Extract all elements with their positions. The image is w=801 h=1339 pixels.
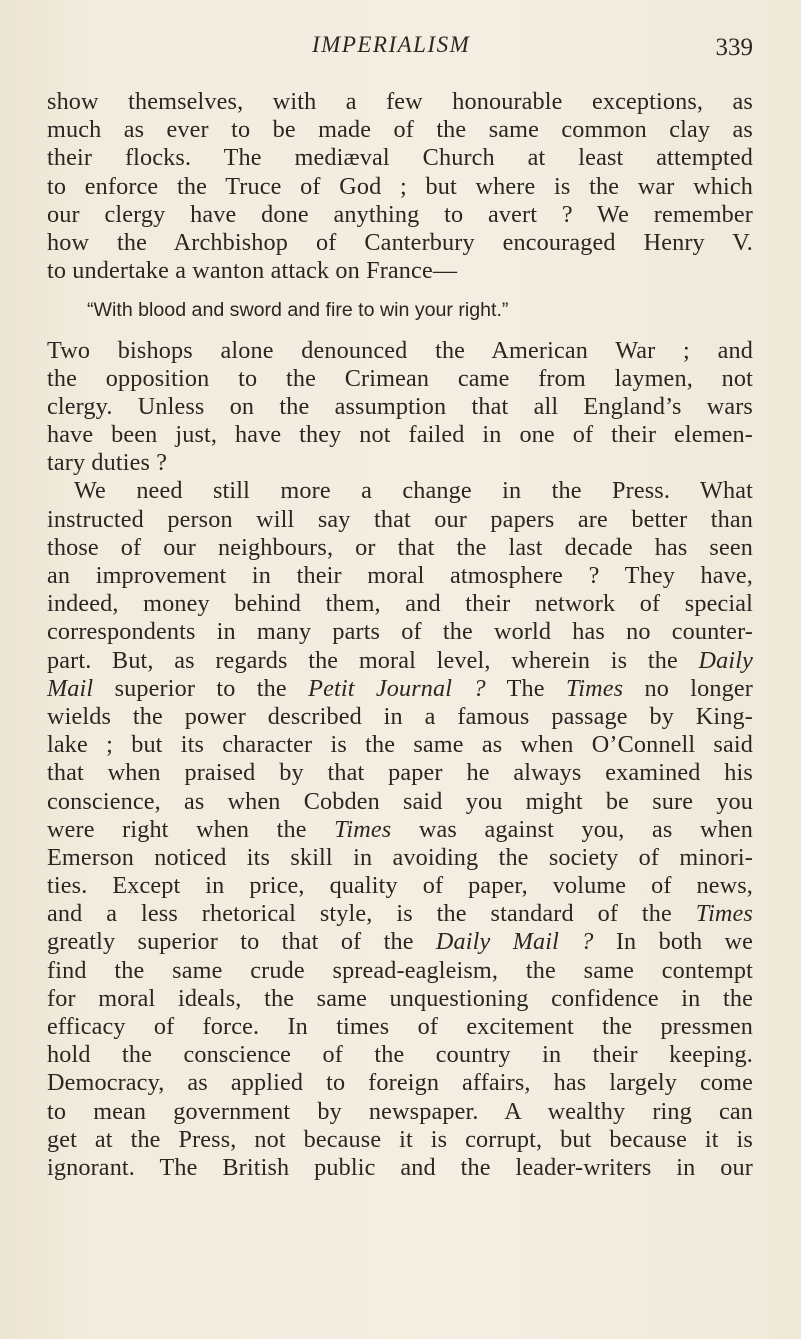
text-run: and a less rhetorical style, is the standard of the xyxy=(47,900,696,928)
text-run: superior to the xyxy=(93,674,309,702)
text-line xyxy=(47,647,753,675)
paragraph-1 xyxy=(47,88,753,285)
text-line xyxy=(47,816,753,844)
italic-title: Times xyxy=(695,900,753,928)
text-run: The xyxy=(485,674,566,702)
italic-title: Daily xyxy=(698,646,753,674)
text-run: part. But, as regards the moral level, wherein is the xyxy=(47,646,699,674)
text-line: those of our neighbours, or that the last decade has seen xyxy=(47,533,753,561)
text-line: wields the power described in a famous passage by King- xyxy=(47,702,753,730)
body-text xyxy=(47,88,753,1182)
italic-title: Daily Mail ? xyxy=(435,928,594,956)
text-line: much as ever to be made of the same common clay as xyxy=(47,116,753,144)
text-line: that when praised by that paper he always examined his xyxy=(47,759,753,787)
text-line: our clergy have done anything to avert ? We remember xyxy=(47,200,753,228)
text-line xyxy=(47,928,753,956)
text-line: ties. Except in price, quality of paper, volume of news, xyxy=(47,872,753,900)
text-line: find the same crude spread-eagleism, the same contempt xyxy=(47,956,753,984)
text-line: We need still more a change in the Press. What xyxy=(74,477,753,505)
text-line: tary duties ? xyxy=(47,449,168,477)
text-line: conscience, as when Cobden said you might be sure you xyxy=(47,787,753,815)
text-line xyxy=(47,675,753,703)
text-line: ignorant. The British public and the leader-writers in our xyxy=(47,1153,753,1181)
paragraph-2 xyxy=(47,337,753,478)
text-run: was against you, as when xyxy=(391,815,753,843)
text-line: efficacy of force. In times of excitement the pressmen xyxy=(47,1013,753,1040)
text-line: clergy. Unless on the assumption that all England’s wars xyxy=(47,392,753,420)
running-title: IMPERIALISM xyxy=(312,32,471,57)
text-line: to undertake a wanton attack on France— xyxy=(47,257,458,285)
text-line: correspondents in many parts of the world has no counter- xyxy=(47,618,753,646)
text-run: greatly superior to that of the xyxy=(47,928,436,956)
text-line: instructed person will say that our papers are better than xyxy=(47,505,753,533)
text-line: lake ; but its character is the same as when O’Connell said xyxy=(47,731,753,759)
italic-title: Mail xyxy=(47,674,94,702)
text-line: to enforce the Truce of God ; but where is the war which xyxy=(47,172,753,200)
text-line: for moral ideals, the same unquestioning confidence in the xyxy=(47,984,753,1012)
block-quotation: “With blood and sword and fire to win your right.” xyxy=(87,299,509,322)
text-line: Democracy, as applied to foreign affairs, has largely come xyxy=(47,1069,753,1097)
text-line: have been just, have they not failed in one of their elemen- xyxy=(47,421,753,449)
page-number: 339 xyxy=(715,34,753,61)
text-line: the opposition to the Crimean came from laymen, not xyxy=(47,364,753,392)
text-line: show themselves, with a few honourable exceptions, as xyxy=(47,88,753,115)
running-head xyxy=(0,32,801,72)
text-line: get at the Press, not because it is corrupt, but because it is xyxy=(47,1125,753,1153)
text-run: In both we xyxy=(593,928,753,956)
text-run: no longer xyxy=(623,674,753,702)
text-line: an improvement in their moral atmosphere ? They have, xyxy=(47,562,753,589)
italic-title: Times xyxy=(334,815,392,843)
paragraph-3 xyxy=(47,477,753,1182)
text-line: indeed, money behind them, and their network of special xyxy=(47,590,753,618)
text-line: Emerson noticed its skill in avoiding the society of minori- xyxy=(47,843,753,871)
text-line xyxy=(47,900,753,928)
text-line: Two bishops alone denounced the American War ; and xyxy=(47,336,753,364)
text-run: were right when the xyxy=(47,815,335,843)
text-line: how the Archbishop of Canterbury encouraged Henry V. xyxy=(47,228,753,256)
italic-title: Times xyxy=(565,674,624,702)
text-line: their flocks. The mediæval Church at least attempted xyxy=(47,144,753,172)
text-line: to mean government by newspaper. A wealthy ring can xyxy=(47,1097,753,1125)
text-line: hold the conscience of the country in their keeping. xyxy=(47,1041,753,1069)
italic-title: Petit Journal ? xyxy=(308,674,486,702)
